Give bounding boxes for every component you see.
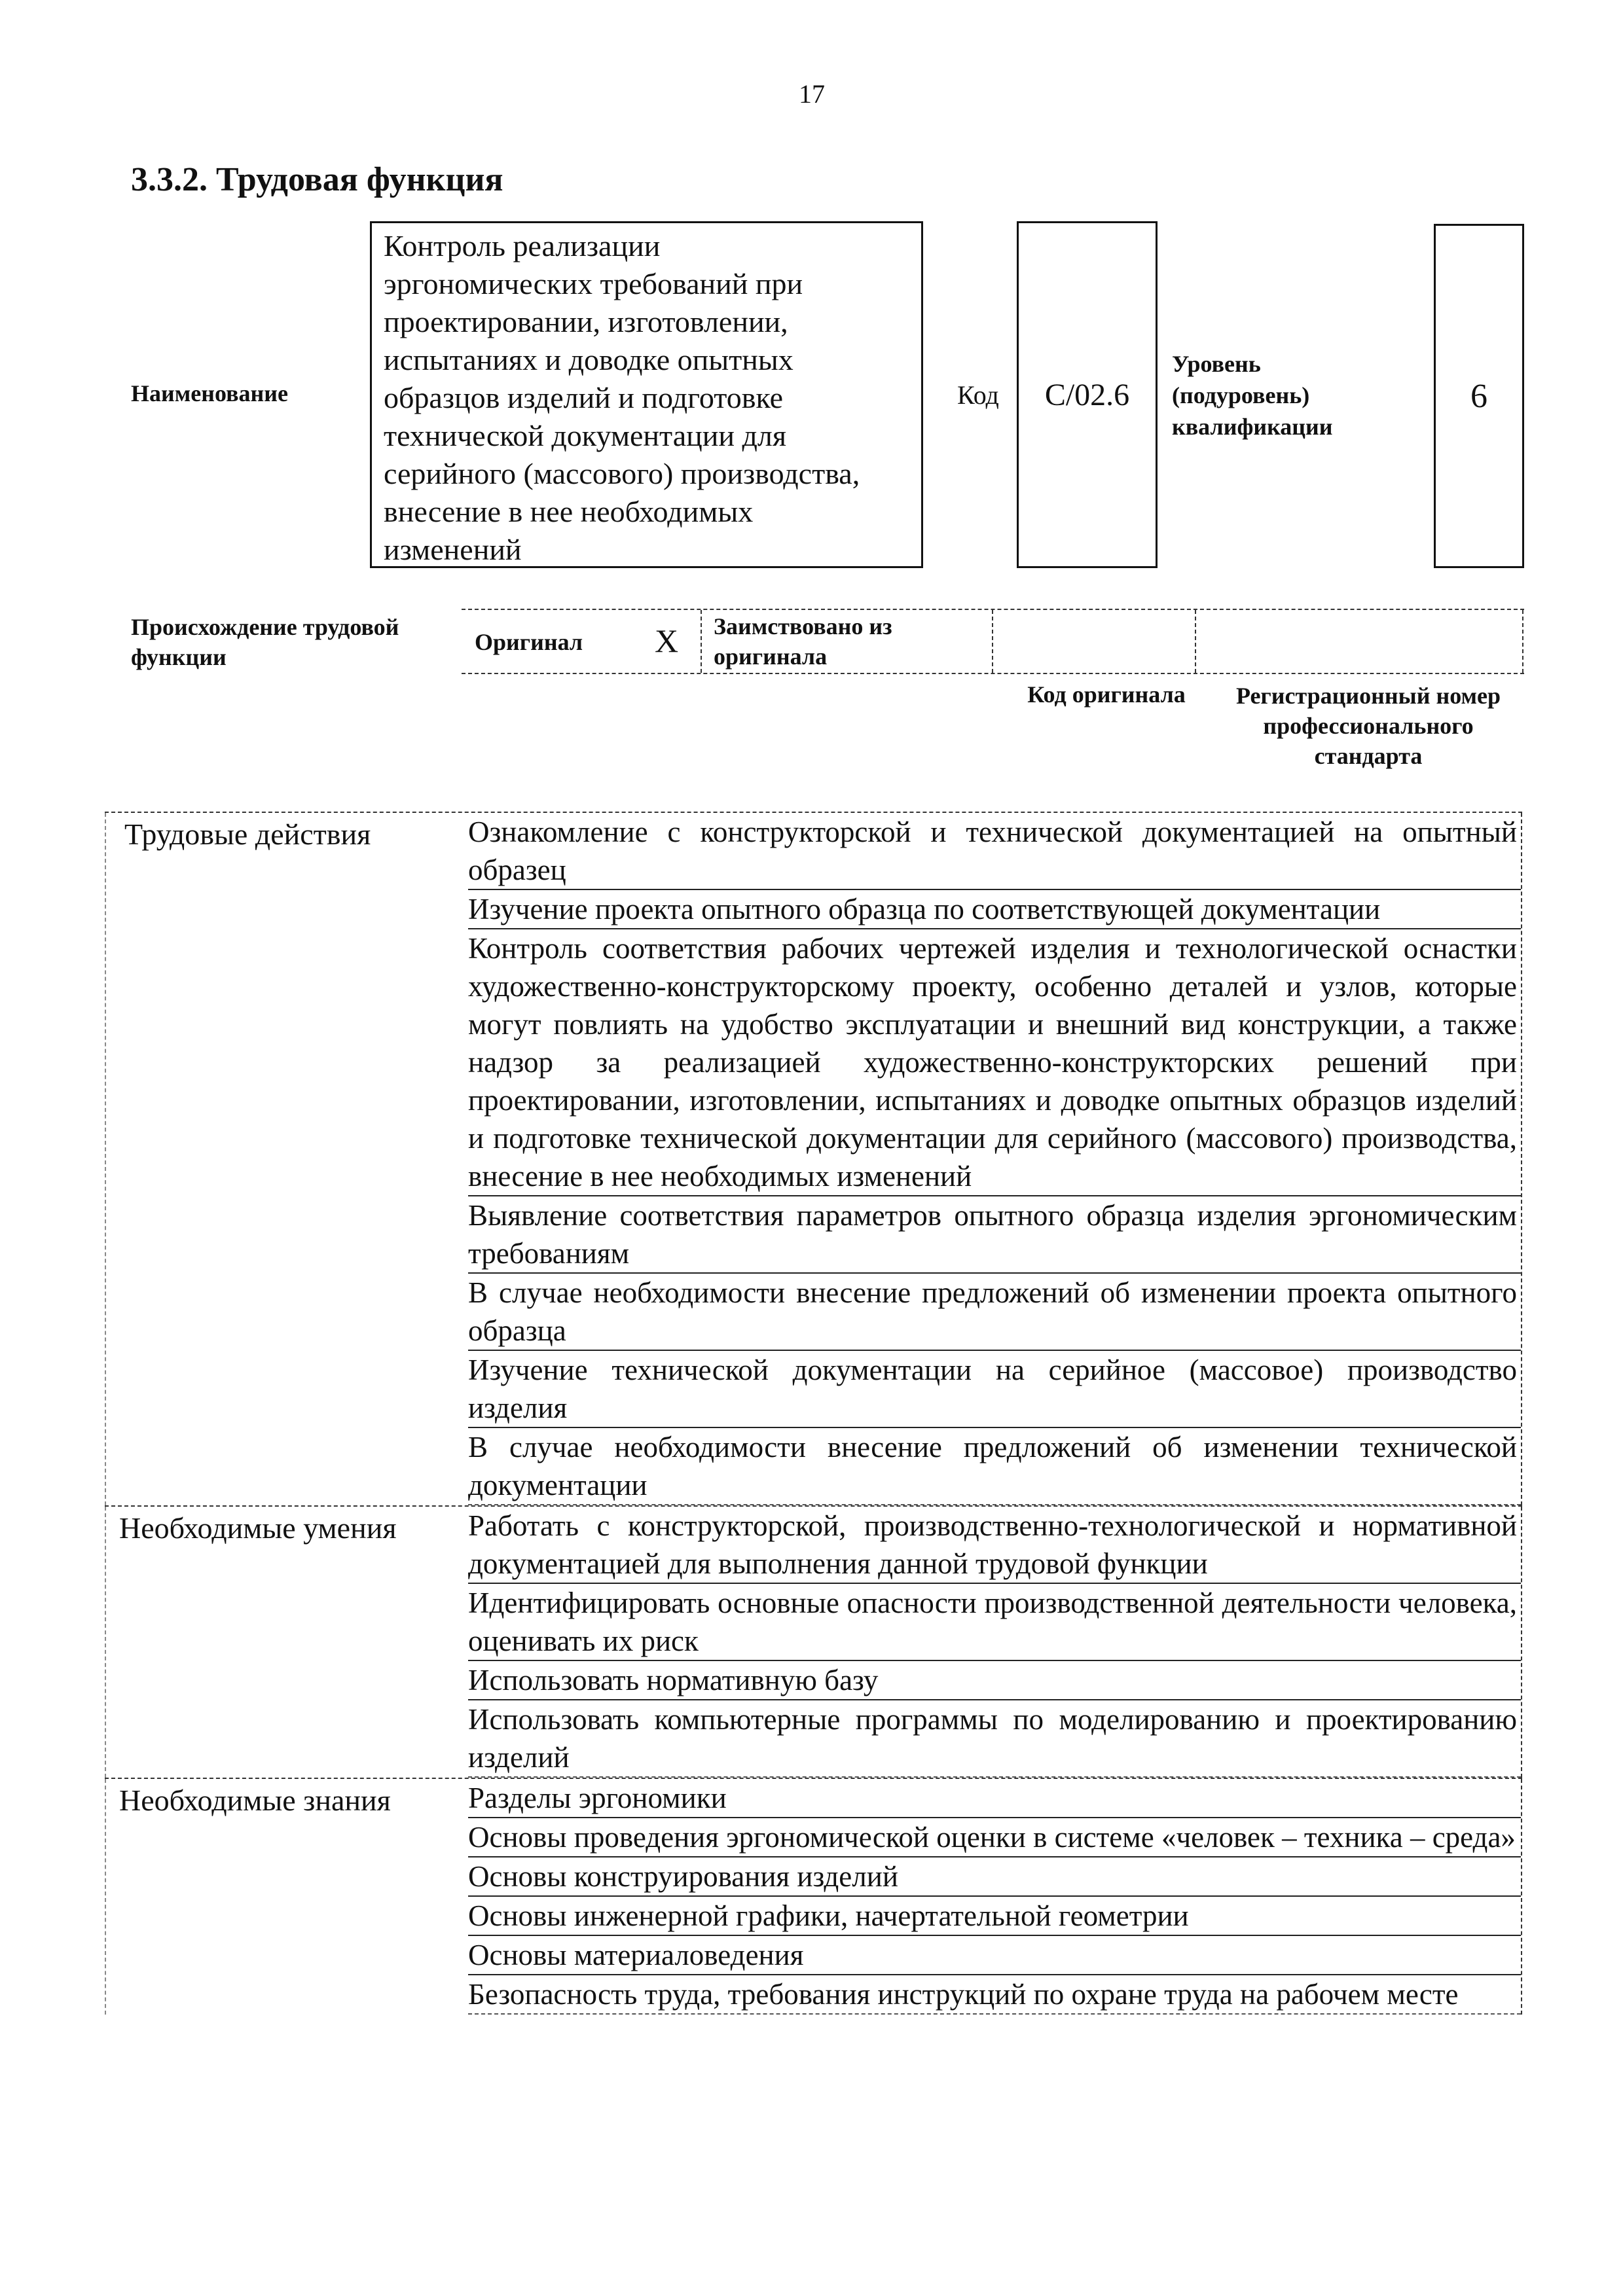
borrowed-label: Заимствовано из оригинала [714, 613, 892, 670]
level-label: Уровень (подуровень) квалификации [1172, 351, 1333, 440]
code-box [1017, 221, 1158, 568]
original-label: Оригинал [475, 629, 583, 655]
list-item: Использовать компьютерные программы по моделированию и проектированию изделий [468, 1700, 1521, 1778]
list-item: Изучение проекта опытного образца по соответствующей документации [468, 890, 1521, 929]
function-name-box [370, 221, 923, 568]
function-name-line: испытаниях и доводке опытных [384, 343, 793, 376]
function-name-line: внесение в нее необходимых [384, 495, 754, 528]
list-item: Работать с конструкторской, производственно-технологической и нормативной документацией для выполнения данной трудовой функции [468, 1507, 1521, 1584]
left-rule [105, 813, 106, 1505]
list-item: Безопасность труда, требования инструкций по охране труда на рабочем месте [468, 1975, 1521, 2015]
origin-divider [701, 610, 702, 673]
name-label: Наименование [131, 380, 288, 406]
list-item: Выявление соответствия параметров опытного образца изделия эргономическим требованиям [468, 1196, 1521, 1274]
function-name-line: изменений [384, 533, 522, 566]
origin-divider [1522, 610, 1523, 673]
list-item: Использовать нормативную базу [468, 1661, 1521, 1700]
group-label: Необходимые знания [119, 1784, 391, 1817]
group-items [468, 1779, 1522, 2015]
function-name-line: Контроль реализации [384, 229, 661, 262]
function-name-line: эргономических требований при [384, 267, 803, 300]
left-rule [105, 1779, 106, 2015]
group-items [468, 1507, 1522, 1778]
origin-divider [992, 610, 993, 673]
function-name-line: образцов изделий и подготовке [384, 381, 784, 414]
list-item: Основы конструирования изделий [468, 1857, 1521, 1897]
group-label: Трудовые действия [124, 817, 371, 851]
group-required-skills [105, 1505, 1522, 1778]
code-label: Код [957, 380, 999, 410]
original-mark: X [655, 622, 679, 659]
list-item: Основы инженерной графики, начертательной геометрии [468, 1897, 1521, 1936]
origin-divider [1195, 610, 1196, 673]
left-rule [105, 1507, 106, 1778]
list-item: Контроль соответствия рабочих чертежей изделия и технологической оснастки художественно-конструкторскому проекту, особенно деталей и узлов, которые могут повлиять на удобство эксплуатации и внешний вид конструкции, а также надзор за реализацией художественно-конструкторских решений при проектировании, изготовлении, испытаниях и доводке опытных образцов изделий и подготовке технической документации для серийного (массового) производства, внесение в нее необходимых изменений [468, 929, 1521, 1196]
list-item: В случае необходимости внесение предложений об изменении технической документации [468, 1428, 1521, 1505]
group-items [468, 813, 1522, 1505]
list-item: Разделы эргономики [468, 1779, 1521, 1818]
list-item: Идентифицировать основные опасности производственной деятельности человека, оценивать их риск [468, 1584, 1521, 1661]
group-label: Необходимые умения [119, 1511, 397, 1545]
list-item: Основы материаловедения [468, 1936, 1521, 1975]
function-name-line: проектировании, изготовлении, [384, 305, 788, 338]
group-required-knowledge [105, 1778, 1522, 2015]
origin-label: Происхождение трудовой функции [131, 614, 399, 670]
level-box [1434, 224, 1524, 568]
list-item: Изучение технической документации на серийное (массовое) производство изделия [468, 1351, 1521, 1428]
main-table [105, 812, 1522, 2015]
list-item: Ознакомление с конструкторской и технической документацией на опытный образец [468, 813, 1521, 890]
origin-table [462, 609, 1524, 674]
reg-number-caption: Регистрационный номер профессионального стандарта [1235, 683, 1501, 769]
list-item: Основы проведения эргономической оценки в системе «человек – техника – среда» [468, 1818, 1521, 1857]
list-item: В случае необходимости внесение предложений об изменении проекта опытного образца [468, 1274, 1521, 1351]
level-value: 6 [1470, 377, 1487, 415]
function-name-line: технической документации для [384, 419, 786, 452]
code-original-caption: Код оригинала [1027, 681, 1186, 708]
function-name-line: серийного (массового) производства, [384, 457, 860, 490]
page-number: 17 [799, 79, 825, 109]
group-labor-actions [105, 812, 1522, 1505]
code-value: C/02.6 [1044, 377, 1130, 412]
section-title: 3.3.2. Трудовая функция [131, 161, 503, 198]
